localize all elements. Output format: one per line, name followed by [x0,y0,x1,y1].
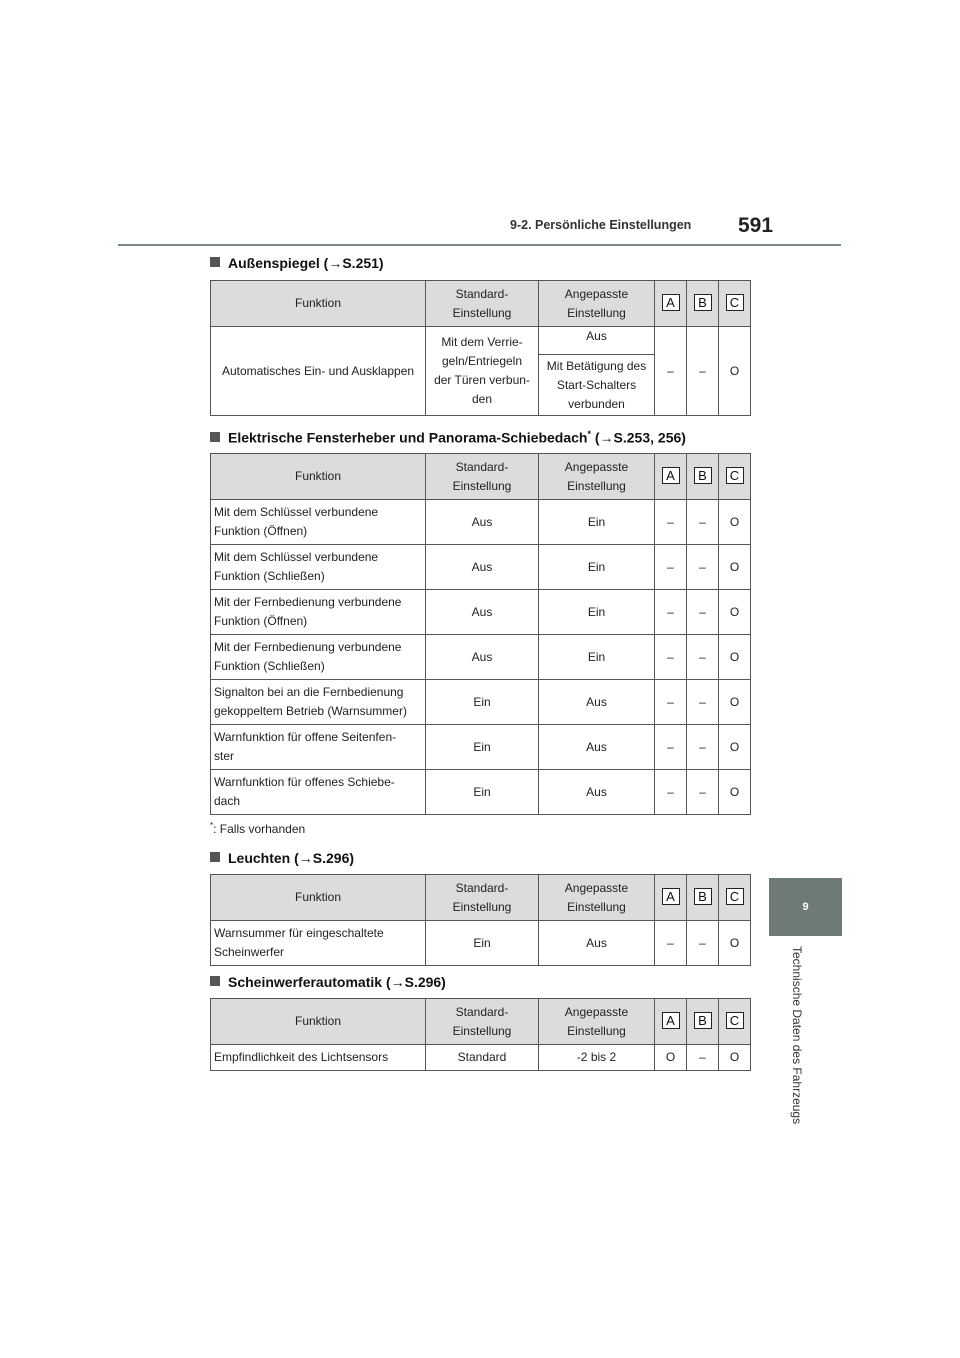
cell-angepasst: Aus [539,921,655,966]
square-bullet-icon [210,257,220,267]
table-row [211,770,751,815]
table-row [211,590,751,635]
b-badge: B [694,1012,712,1029]
chapter-side-label-text: Technische Daten des Fahrzeugs [790,946,804,1125]
cell-angepasst: Aus [539,680,655,725]
c-badge: C [726,467,744,484]
cell-b: – [687,590,719,635]
section-aussenspiegel [210,255,384,271]
cell-c: O [719,725,751,770]
cell-funktion: Automatisches Ein- und Ausklappen [211,327,426,416]
cell-b: – [687,500,719,545]
table-row [211,725,751,770]
cell-b: – [687,635,719,680]
cell-funktion: Warnsummer für eingeschaltete Scheinwerfer [211,921,426,966]
section-scheinwerferautomatik [210,974,446,990]
table-row [211,1045,751,1071]
cell-funktion: Warnfunktion für offene Seitenfen- ster [211,725,426,770]
table-row [211,327,751,355]
cell-c: O [719,1045,751,1071]
cell-a: – [655,770,687,815]
a-badge: A [662,1012,680,1029]
col-a [655,281,687,327]
cell-a: – [655,500,687,545]
b-badge: B [694,294,712,311]
cell-b: – [687,1045,719,1071]
col-a [655,999,687,1045]
cell-b: – [687,327,719,416]
cell-c: O [719,500,751,545]
col-b [687,281,719,327]
cell-standard: Ein [426,680,539,725]
cell-c: O [719,680,751,725]
cell-angepasst: -2 bis 2 [539,1045,655,1071]
cell-b: – [687,725,719,770]
c-badge: C [726,1012,744,1029]
col-angepasst: Angepasste Einstellung [539,875,655,921]
cell-a: – [655,327,687,416]
col-funktion: Funktion [211,454,426,500]
cell-angepasst: Ein [539,545,655,590]
cell-a: – [655,590,687,635]
col-c [719,281,751,327]
cell-a: – [655,545,687,590]
table-aussenspiegel [210,280,751,416]
col-a [655,454,687,500]
cell-standard: Standard [426,1045,539,1071]
cell-funktion: Empfindlichkeit des Lichtsensors [211,1045,426,1071]
c-badge: C [726,888,744,905]
cell-standard: Ein [426,921,539,966]
square-bullet-icon [210,852,220,862]
footnote-mark: * [210,821,214,830]
square-bullet-icon [210,432,220,442]
cell-funktion: Signalton bei an die Fernbedienung gekoppeltem Betrieb (Warnsummer) [211,680,426,725]
table-scheinwerferautomatik [210,998,751,1071]
c-badge: C [726,294,744,311]
footnote-text: : Falls vorhanden [213,822,306,836]
chapter-tab: 9 [769,878,842,936]
cell-b: – [687,680,719,725]
col-funktion: Funktion [211,875,426,921]
square-bullet-icon [210,976,220,986]
cell-angepasst-1: Aus [539,327,655,355]
col-funktion: Funktion [211,281,426,327]
col-a [655,875,687,921]
cell-c: O [719,327,751,416]
cell-b: – [687,921,719,966]
col-angepasst: Angepasste Einstellung [539,454,655,500]
cell-a: O [655,1045,687,1071]
cell-c: O [719,770,751,815]
cell-a: – [655,921,687,966]
col-standard: Standard- Einstellung [426,999,539,1045]
table-row [211,635,751,680]
col-standard: Standard- Einstellung [426,875,539,921]
a-badge: A [662,294,680,311]
b-badge: B [694,467,712,484]
col-standard: Standard- Einstellung [426,281,539,327]
cell-c: O [719,590,751,635]
cell-standard: Ein [426,770,539,815]
cell-funktion: Mit dem Schlüssel verbundene Funktion (Schließen) [211,545,426,590]
cell-c: O [719,545,751,590]
cell-a: – [655,635,687,680]
cell-funktion: Mit der Fernbedienung verbundene Funktion (Schließen) [211,635,426,680]
cell-angepasst: Ein [539,635,655,680]
col-angepasst: Angepasste Einstellung [539,281,655,327]
col-c [719,999,751,1045]
cell-standard: Aus [426,635,539,680]
cell-b: – [687,545,719,590]
cell-a: – [655,725,687,770]
table-row [211,545,751,590]
col-b [687,454,719,500]
section-leuchten [210,850,354,866]
footnote-mark: * [587,429,591,439]
col-angepasst: Angepasste Einstellung [539,999,655,1045]
col-funktion: Funktion [211,999,426,1045]
col-b [687,875,719,921]
cell-c: O [719,921,751,966]
col-c [719,875,751,921]
cell-b: – [687,770,719,815]
cell-funktion: Mit dem Schlüssel verbundene Funktion (Öffnen) [211,500,426,545]
table-row [211,680,751,725]
cell-funktion: Mit der Fernbedienung verbundene Funktion (Öffnen) [211,590,426,635]
col-c [719,454,751,500]
page-number: 591 [738,214,774,237]
section-scheinwerferautomatik-title: Scheinwerferautomatik (→S.296) [228,974,446,990]
a-badge: A [662,888,680,905]
cell-angepasst: Aus [539,725,655,770]
b-badge: B [694,888,712,905]
table-leuchten [210,874,751,966]
section-title: 9-2. Persönliche Einstellungen [510,218,692,232]
col-standard: Standard- Einstellung [426,454,539,500]
cell-standard: Aus [426,500,539,545]
cell-a: – [655,680,687,725]
table-header-row [211,281,751,327]
cell-standard: Aus [426,545,539,590]
cell-angepasst-2: Mit Betätigung des Start-Schalters verbunden [539,355,655,416]
cell-c: O [719,635,751,680]
col-b [687,999,719,1045]
table-header-row [211,454,751,500]
section-fensterheber [210,429,686,446]
a-badge: A [662,467,680,484]
footnote [210,821,305,836]
section-leuchten-title: Leuchten (→S.296) [228,850,355,866]
table-row [211,500,751,545]
section-aussenspiegel-title: Außenspiegel (→S.251) [228,255,384,271]
cell-angepasst: Ein [539,590,655,635]
table-row [211,921,751,966]
header-divider [118,244,841,246]
cell-standard: Mit dem Verrie- geln/Entriegeln der Türen verbun- den [426,327,539,416]
chapter-side-label [785,946,805,1125]
cell-standard: Aus [426,590,539,635]
section-fensterheber-ref: (→S.253, 256) [590,429,686,446]
section-fensterheber-title: Elektrische Fensterheber und Panorama-Schiebedach [228,429,588,446]
table-header-row [211,875,751,921]
cell-angepasst: Ein [539,500,655,545]
cell-funktion: Warnfunktion für offenes Schiebe- dach [211,770,426,815]
table-header-row [211,999,751,1045]
cell-standard: Ein [426,725,539,770]
table-fensterheber [210,453,751,815]
cell-angepasst: Aus [539,770,655,815]
